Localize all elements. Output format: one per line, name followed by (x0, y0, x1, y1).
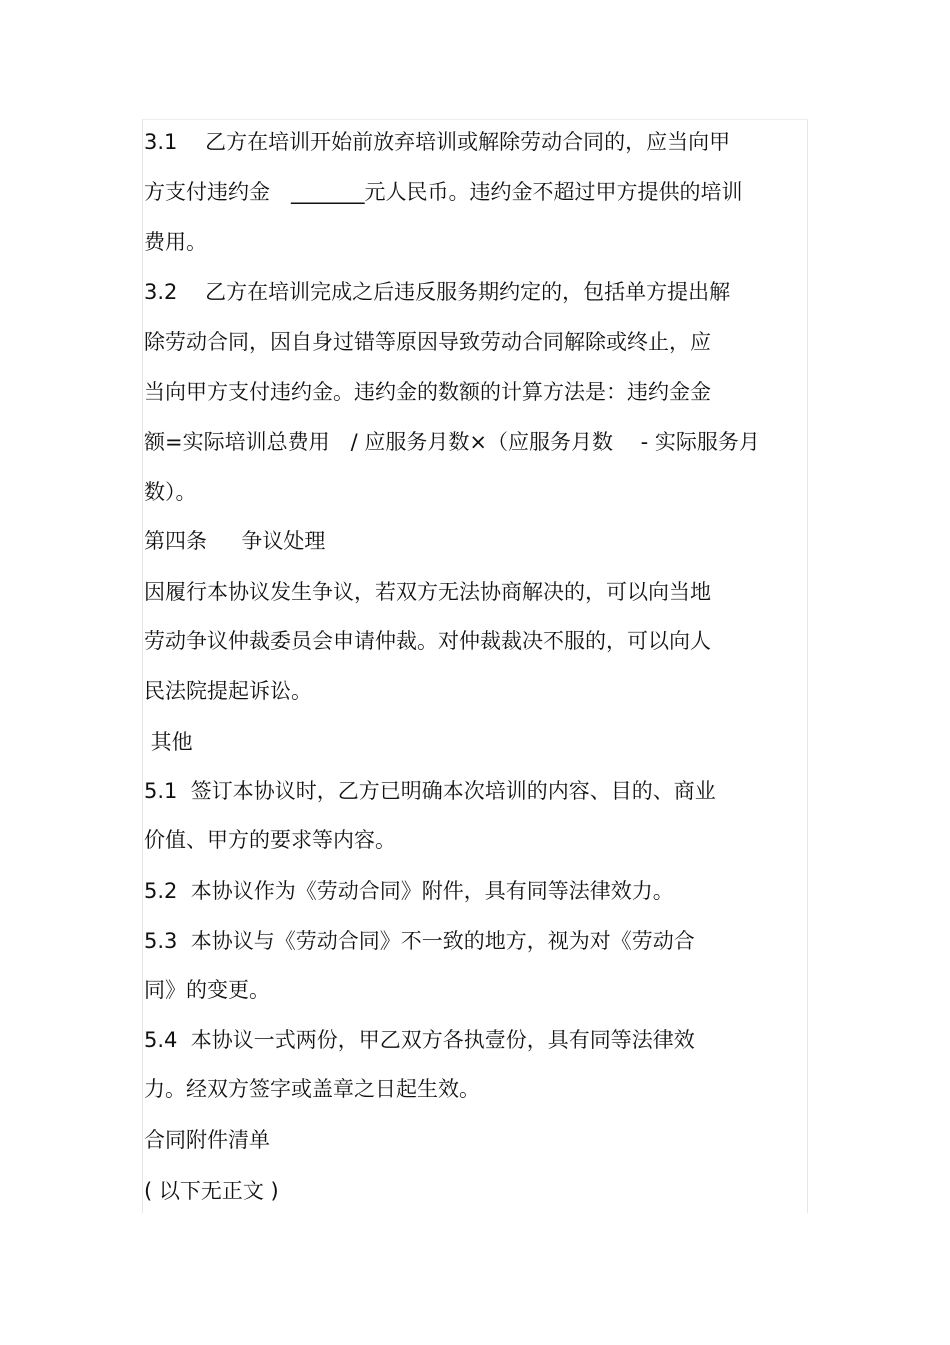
text-line-3-2-d: 额=实际培训总费用 / 应服务月数×（应服务月数 - 实际服务月 (144, 430, 760, 454)
text-line-3-1-b: 方支付违约金 _______元人民币。违约金不超过甲方提供的培训 (144, 180, 743, 204)
text-line-5-4-b: 力。经双方签字或盖章之日起生效。 (144, 1077, 480, 1101)
section-heading-other: 其他 (144, 730, 193, 754)
text-line-5-3-b: 同》的变更。 (144, 978, 270, 1002)
text-line-3-2-e: 数）。 (144, 480, 197, 504)
section-heading-attachments: 合同附件清单 (144, 1128, 270, 1152)
text-line-dispute-c: 民法院提起诉讼。 (144, 679, 312, 703)
text-line-5-3-a: 5.3 本协议与《劳动合同》不一致的地方，视为对《劳动合 (144, 929, 695, 953)
text-line-3-1-c: 费用。 (144, 230, 207, 254)
text-line-5-2: 5.2 本协议作为《劳动合同》附件，具有同等法律效力。 (144, 879, 674, 903)
text-line-3-2-b: 除劳动合同，因自身过错等原因导致劳动合同解除或终止，应 (144, 330, 711, 354)
text-line-dispute-a: 因履行本协议发生争议，若双方无法协商解决的，可以向当地 (144, 580, 711, 604)
section-heading-article-4: 第四条 争议处理 (144, 529, 326, 553)
text-line-5-4-a: 5.4 本协议一式两份，甲乙双方各执壹份，具有同等法律效 (144, 1028, 695, 1052)
text-line-5-1-b: 价值、甲方的要求等内容。 (144, 828, 396, 852)
text-line-3-2-a: 3.2 乙方在培训完成之后违反服务期约定的，包括单方提出解 (144, 280, 731, 304)
text-line-3-1-a: 3.1 乙方在培训开始前放弃培训或解除劳动合同的，应当向甲 (144, 130, 731, 154)
text-line-end-note: ( 以下无正文 ) (144, 1179, 279, 1203)
text-line-5-1-a: 5.1 签订本协议时，乙方已明确本次培训的内容、目的、商业 (144, 779, 716, 803)
text-line-3-2-c: 当向甲方支付违约金。违约金的数额的计算方法是：违约金金 (144, 380, 711, 404)
text-line-dispute-b: 劳动争议仲裁委员会申请仲裁。对仲裁裁决不服的，可以向人 (144, 629, 711, 653)
